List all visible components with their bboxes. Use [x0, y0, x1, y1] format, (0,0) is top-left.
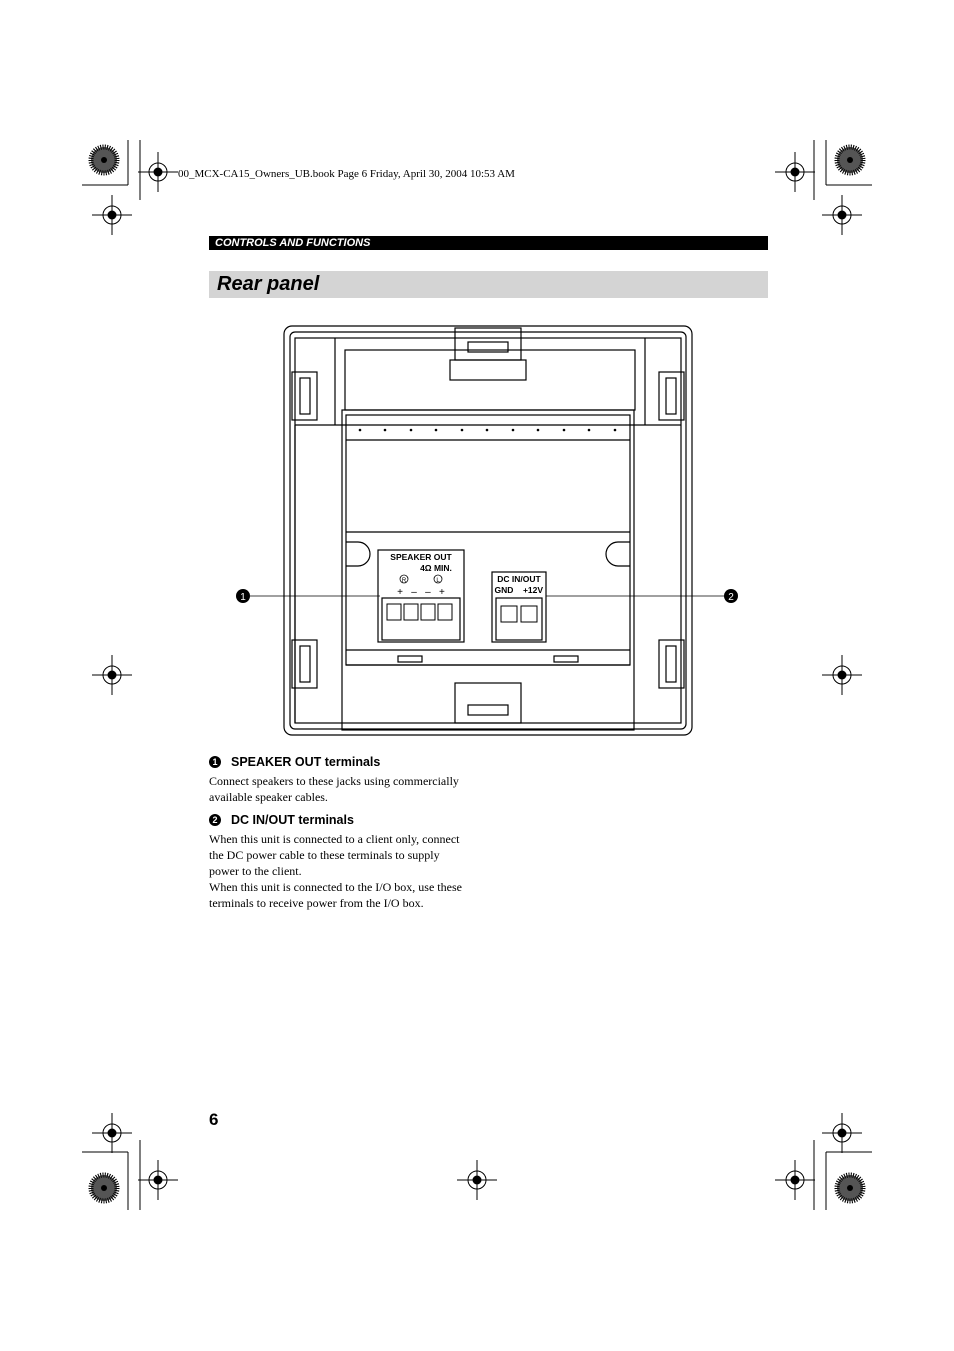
- registration-star-icon: [91, 1175, 117, 1201]
- item-number: 2: [209, 814, 221, 826]
- registration-star-icon: [837, 147, 863, 173]
- callout-1: 1: [240, 592, 246, 603]
- right-channel-label: R: [401, 578, 407, 584]
- item-heading: SPEAKER OUT terminals: [231, 755, 381, 769]
- page-number: 6: [209, 1110, 219, 1129]
- item-description: When this unit is connected to a client only, connect the DC power cable to these terminals to supply power to the client. When this unit is connected to the I/O box, use these terminals to receive power from the I/O box.: [209, 832, 462, 910]
- item-number: 1: [209, 756, 221, 768]
- left-channel-label: L: [436, 578, 440, 584]
- speaker-polarity-label: + – – +: [397, 587, 445, 598]
- item-dc-in-out: [209, 813, 499, 911]
- print-info-line: 00_MCX-CA15_Owners_UB.book Page 6 Friday, April 30, 2004 10:53 AM: [178, 168, 515, 180]
- item-heading: DC IN/OUT terminals: [231, 813, 354, 827]
- section-header: CONTROLS AND FUNCTIONS: [209, 236, 768, 250]
- speaker-impedance-label: 4Ω MIN.: [420, 563, 452, 573]
- item-description: Connect speakers to these jacks using commercially available speaker cables.: [209, 774, 459, 804]
- plus-12v-label: +12V: [522, 585, 544, 595]
- registration-star-icon: [837, 1175, 863, 1201]
- speaker-out-label: SPEAKER OUT: [390, 552, 452, 562]
- callout-2: 2: [728, 592, 734, 603]
- dc-in-out-label: DC IN/OUT: [497, 574, 541, 584]
- registration-star-icon: [91, 147, 117, 173]
- page-title: Rear panel: [209, 271, 768, 298]
- rear-panel-diagram: [230, 320, 750, 745]
- item-speaker-out: [209, 755, 499, 805]
- gnd-label: GND: [494, 585, 514, 595]
